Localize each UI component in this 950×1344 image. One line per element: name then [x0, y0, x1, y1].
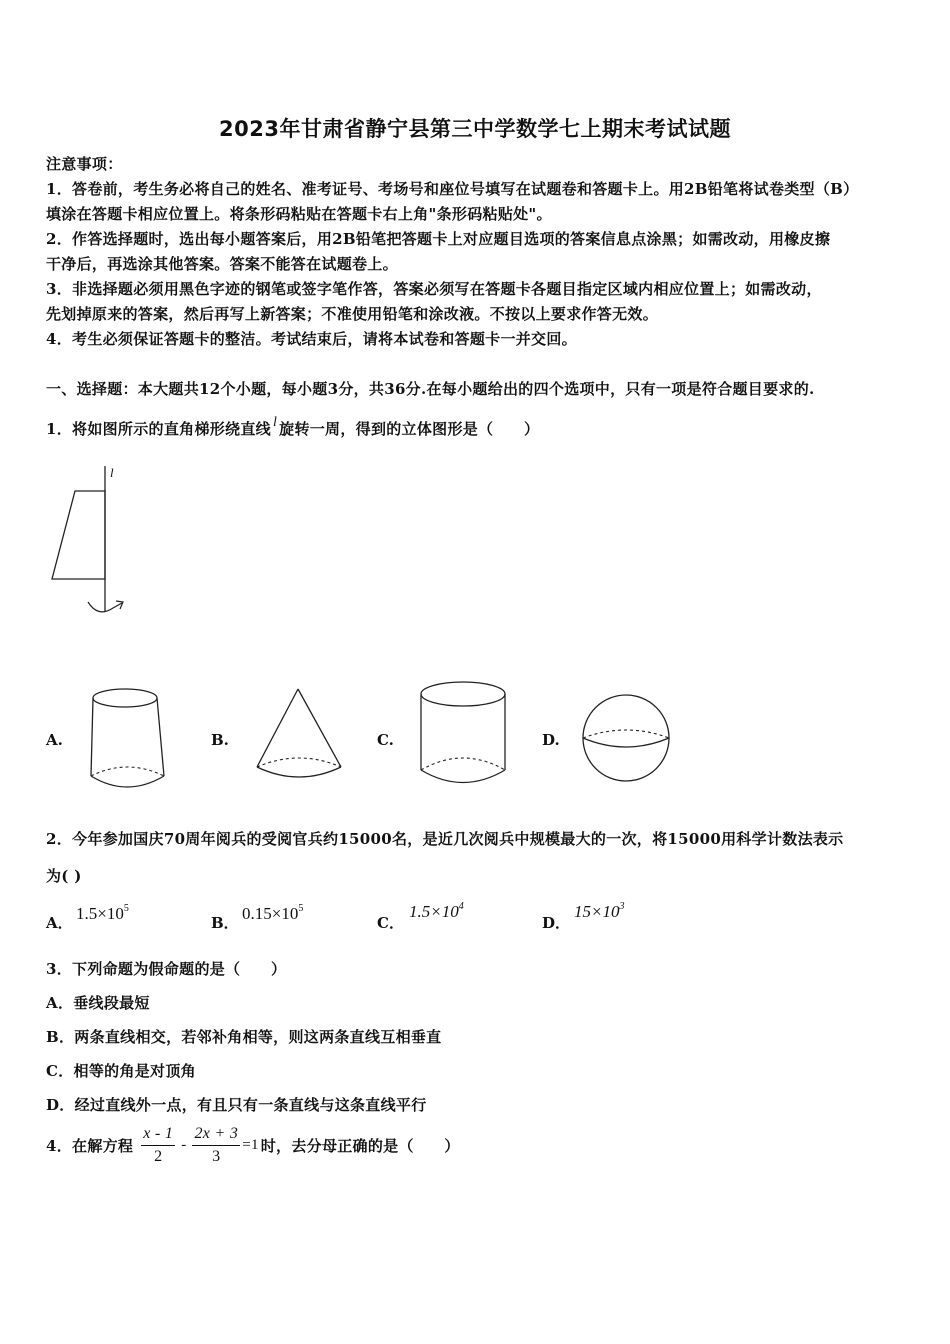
- q3-option-d[interactable]: D．经过直线外一点，有且只有一条直线与这条直线平行: [46, 1096, 427, 1114]
- fraction-2: $\frac{2x + 3}{3}$: [194, 1125, 239, 1165]
- option-b-label[interactable]: B.: [211, 731, 229, 749]
- line-l-variable: l: [272, 415, 278, 430]
- q4-text-after: 时，去分母正确的是（ ）: [260, 1137, 460, 1155]
- q2-option-c-label[interactable]: C．: [377, 914, 404, 932]
- notice-line: 1．答卷前，考生务必将自己的姓名、准考证号、考场号和座位号填写在试题卷和答题卡上。用2B铅笔将试卷类型（B）: [46, 180, 859, 198]
- notice-line: 3．非选择题必须用黑色字迹的钢笔或签字笔作答，答案必须写在答题卡各题目指定区域内相应位置上；如需改动，: [46, 280, 822, 298]
- option-d-label[interactable]: D.: [542, 731, 560, 749]
- notice-line: 干净后，再选涂其他答案。答案不能答在试题卷上。: [46, 255, 398, 273]
- notice-line: 填涂在答题卡相应位置上。将条形码粘贴在答题卡右上角"条形码粘贴处"。: [46, 205, 552, 223]
- notice-line: 4．考生必须保证答题卡的整洁。考试结束后，请将本试卷和答题卡一并交回。: [46, 330, 577, 348]
- option-a-label[interactable]: A.: [46, 731, 63, 749]
- figure-l-label: l: [110, 465, 114, 480]
- equals-one: =1: [242, 1137, 259, 1153]
- page-title: 2023年甘肃省静宁县第三中学数学七上期末考试试题: [219, 117, 731, 141]
- section-heading: 一、选择题：本大题共12个小题，每小题3分，共36分.在每小题给出的四个选项中，只有一项是符合题目要求的.: [46, 380, 815, 398]
- question-2-stem-end: 为( ): [46, 867, 82, 885]
- q2-option-a-value: $1.5\times 10^5$: [76, 903, 129, 923]
- q2-option-b-value: $0.15\times 10^5$: [242, 903, 304, 923]
- q3-option-c[interactable]: C．相等的角是对顶角: [46, 1062, 196, 1080]
- notice-heading: 注意事项：: [46, 155, 123, 173]
- q2-option-a-label[interactable]: A．: [46, 914, 73, 932]
- question-2-stem: 2．今年参加国庆70周年阅兵的受阅官兵约15000名，是近几次阅兵中规模最大的一次，将15000用科学计数法表示: [46, 830, 844, 848]
- fraction-1: $\frac{x - 1}{2}$: [143, 1125, 174, 1165]
- question-3-stem: 3．下列命题为假命题的是（ ）: [46, 960, 287, 978]
- q2-option-c-value: $1.5\times 10^4$: [409, 901, 464, 921]
- q3-option-b[interactable]: B．两条直线相交，若邻补角相等，则这两条直线互相垂直: [46, 1028, 442, 1046]
- q2-option-b-label[interactable]: B．: [211, 914, 239, 932]
- question-1-stem: [46, 415, 539, 439]
- question-4-stem: [46, 1125, 460, 1166]
- q3-option-a[interactable]: A．垂线段最短: [46, 994, 150, 1012]
- q4-text-before: 4．在解方程: [46, 1137, 134, 1155]
- notice-line: 先划掉原来的答案，然后再写上新答案；不准使用铅笔和涂改液。不按以上要求作答无效。: [46, 305, 659, 323]
- notice-line: 2．作答选择题时，选出每小题答案后，用2B铅笔把答题卡上对应题目选项的答案信息点涂黑；如需改动，用橡皮擦: [46, 230, 831, 248]
- question-1-text-after: 旋转一周，得到的立体图形是（ ）: [279, 420, 540, 438]
- q2-option-d-label[interactable]: D．: [542, 914, 571, 932]
- question-1-text-before: 1．将如图所示的直角梯形绕直线: [46, 420, 271, 438]
- q2-option-d-value: $15\times 10^3$: [574, 901, 625, 921]
- option-c-label[interactable]: C.: [377, 731, 394, 749]
- minus-sign: -: [181, 1137, 187, 1153]
